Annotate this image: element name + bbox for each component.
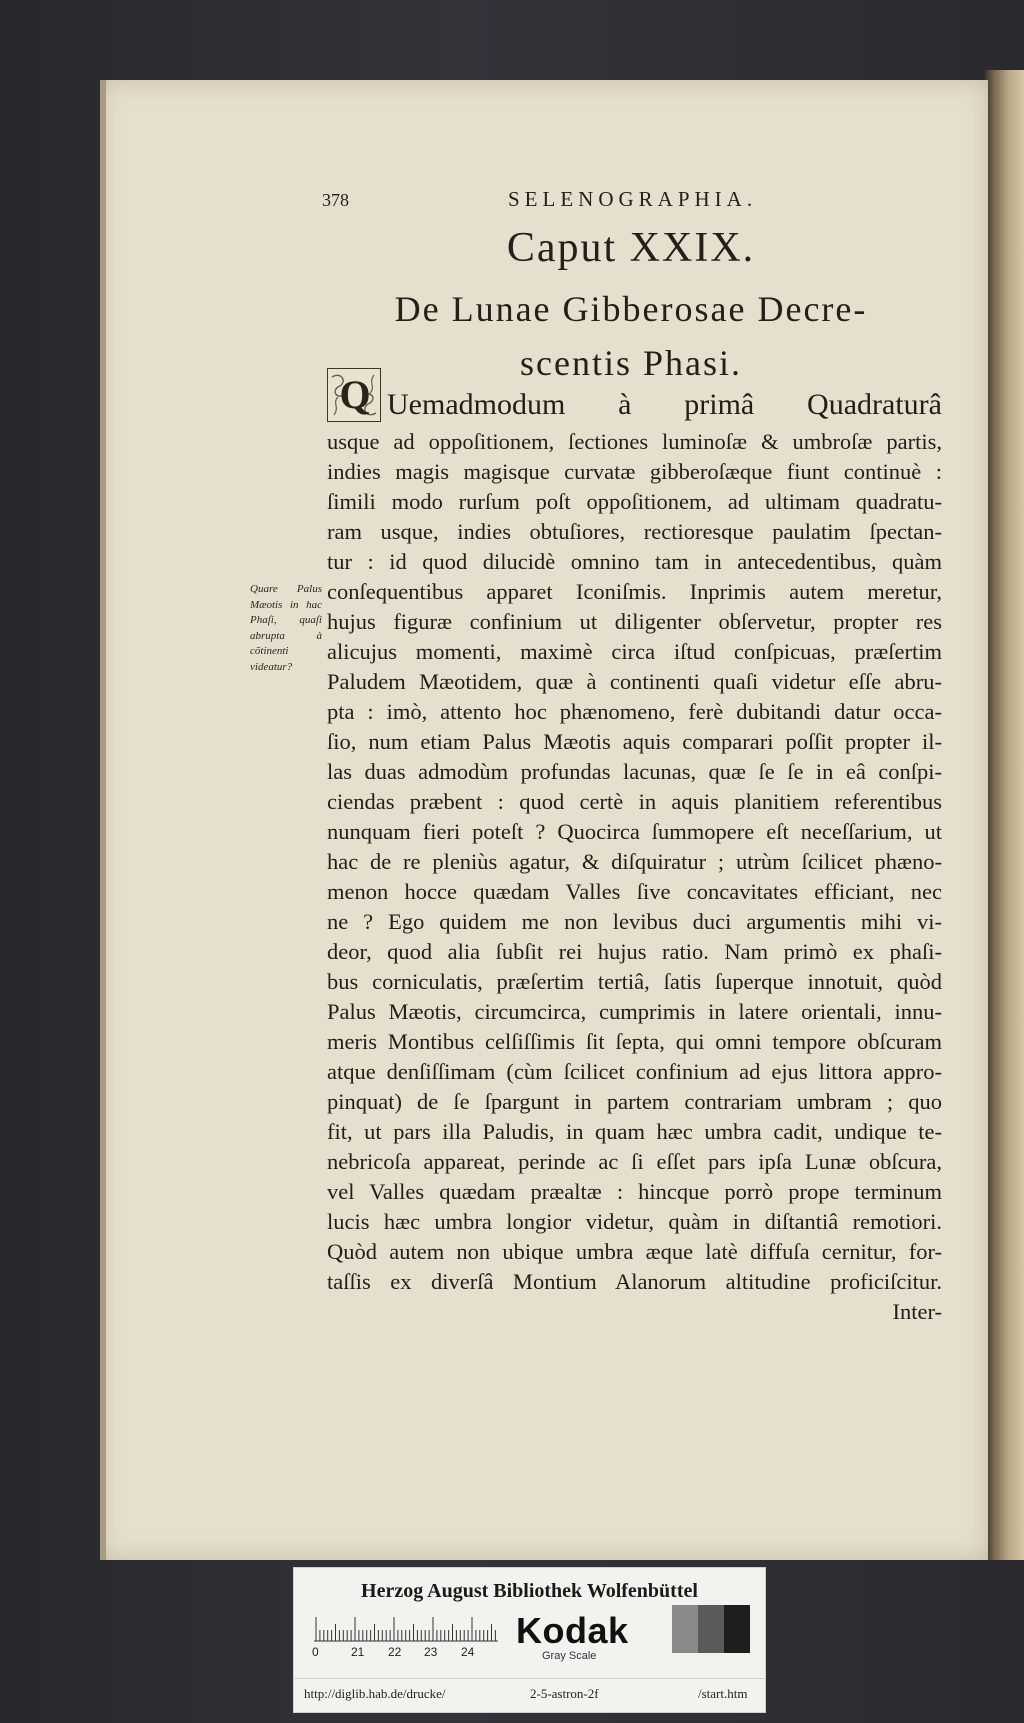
text-line: deor, quod alia ſubſit rei hujus ratio. Nam primò ex phaſi- — [327, 939, 942, 964]
start-link[interactable]: /start.htm — [698, 1686, 748, 1701]
catchword: Inter- — [892, 1299, 942, 1324]
facing-page-edge — [985, 70, 1024, 1560]
shelfmark-link[interactable]: 2-5-astron-2f — [530, 1686, 599, 1701]
text-line: Palus Mæotis, circumcirca, cumprimis in latere orientali, innu- — [327, 999, 942, 1024]
url-link[interactable]: http://diglib.hab.de/drucke/ — [304, 1686, 446, 1701]
kodak-logo: Kodak — [516, 1610, 629, 1651]
text-line: alicujus momenti, maximè circa iſtud conſpicuas, præſertim — [327, 639, 942, 664]
text-line: ſimili modo rurſum poſt oppoſitionem, ad ultimam quadratu- — [327, 489, 942, 514]
ruler-label: 22 — [388, 1645, 402, 1659]
page-number: 378 — [322, 190, 349, 210]
text-line: vel Valles quædam præaltæ : hincque porrò prope terminum — [327, 1179, 942, 1204]
chapter-title: Caput XXIX. — [506, 225, 756, 271]
heading-line: scentis Phasi. — [520, 343, 742, 383]
text-line: Uemadmodum à primâ Quadraturâ — [387, 388, 942, 421]
text-line: pinquat) de ſe ſpargunt in partem contrariam umbram ; quo — [327, 1089, 942, 1114]
text-line: nunquam fieri poteſt ? Quocirca ſummopere eſt neceſſarium, ut — [327, 819, 942, 844]
ruler-labels — [312, 1645, 512, 1661]
text-line: taſſis ex diverſâ Montium Alanorum altitudine proficiſcitur. — [327, 1269, 942, 1294]
drop-cap-letter: Q — [339, 372, 371, 417]
text-line: pta : imò, attento hoc phænomeno, ferè dubitandi datur occa- — [327, 699, 942, 724]
running-title: SELENOGRAPHIA. — [508, 187, 758, 211]
gray-swatch-mid — [698, 1605, 724, 1653]
source-links — [294, 1678, 765, 1705]
page-gutter-edge — [100, 80, 106, 1560]
text-line: ram usque, indies obtuſiores, rectioresque paulatim ſpectan- — [327, 519, 942, 544]
text-line: menon hocce quædam Valles ſive concavitates efficiant, nec — [327, 879, 942, 904]
text-line: fit, ut pars illa Paludis, in quam hæc umbra cadit, undique te- — [327, 1119, 942, 1144]
marginal-note: Quare Palus Mæotis in hac Phaſi, quaſi abrupta à cõtinenti videatur? — [250, 583, 322, 673]
text-line: Quòd autem non ubique umbra æque latè diffuſa cernitur, for- — [327, 1239, 942, 1264]
ruler-label: 24 — [461, 1645, 475, 1659]
text-line: tur : id quod dilucidè omnino tam in antecedentibus, quàm — [327, 549, 942, 574]
body-text — [327, 383, 942, 1327]
text-line: Paludem Mæotidem, quæ à continenti quaſi videtur eſſe abru- — [327, 669, 942, 694]
ruler-label: 0 — [312, 1645, 319, 1659]
library-name: Herzog August Bibliothek Wolfenbüttel — [361, 1580, 698, 1602]
gray-scale-caption: Gray Scale — [542, 1650, 597, 1662]
text-line: hujus figuræ confinium ut diligenter obſervetur, propter res — [327, 609, 942, 634]
gray-swatch-light — [672, 1605, 698, 1653]
text-line: ne ? Ego quidem me non levibus duci argumentis mihi vi- — [327, 909, 942, 934]
text-line: ciendas præbent : quod certè in aquis planitiem referentibus — [327, 789, 942, 814]
gray-swatch — [672, 1605, 750, 1653]
running-head — [322, 187, 962, 213]
text-line: meris Montibus celſiſſimis ſit ſepta, qui omni tempore obſcuram — [327, 1029, 942, 1054]
text-line: conſequentibus apparet Iconiſmis. Inprimis autem meretur, — [327, 579, 942, 604]
text-line: atque denſiſſimam (cùm ſcilicet confinium ad ejus littora appro- — [327, 1059, 942, 1084]
text-line: indies magis magisque curvatæ gibberoſæque fiunt continuè : — [327, 459, 942, 484]
text-line: las duas admodùm profundas lacunas, quæ ſe ſe in eâ conſpi- — [327, 759, 942, 784]
section-heading — [322, 282, 940, 390]
archive-color-strip — [293, 1567, 766, 1713]
text-line: nebricoſa appareat, perinde ac ſi eſſet pars ipſa Lunæ obſcura, — [327, 1149, 942, 1174]
text-line: bus corniculatis, præſertim tertiâ, ſatis ſuperque innotuit, quòd — [327, 969, 942, 994]
gray-swatch-dark — [724, 1605, 750, 1653]
heading-line: De Lunae Gibberosae Decre- — [394, 289, 868, 329]
text-line: hac de re pleniùs agatur, & diſquiratur ; utrùm ſcilicet phæno- — [327, 849, 942, 874]
ruler-label: 21 — [351, 1645, 365, 1659]
ruler-icon — [314, 1616, 498, 1642]
ruler-label: 23 — [424, 1645, 438, 1659]
text-line: lucis hæc umbra longior videtur, quàm in diſtantiâ remotiori. — [327, 1209, 942, 1234]
text-line: ſio, num etiam Palus Mæotis aquis comparari poſſit propter il- — [327, 729, 942, 754]
text-line: usque ad oppoſitionem, ſectiones luminoſæ & umbroſæ partis, — [327, 429, 942, 454]
